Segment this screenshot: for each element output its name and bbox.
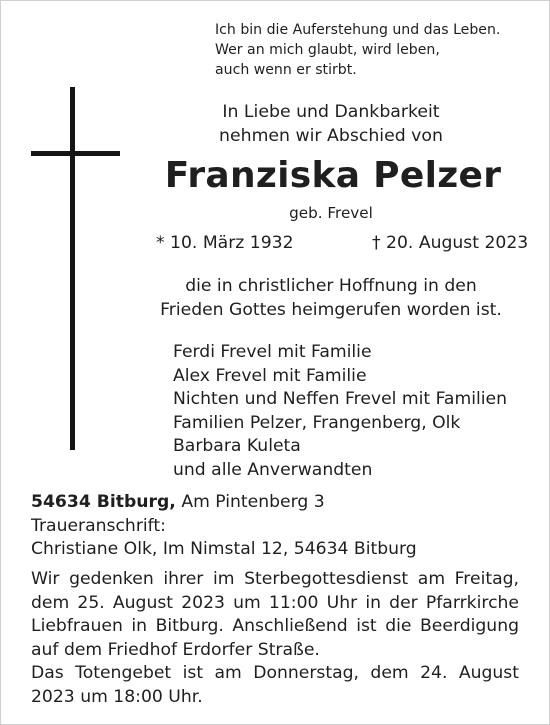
service-line: 2023 um 18:00 Uhr. (31, 686, 203, 707)
service-line: Liebfrauen in Bitburg. Anschließend ist die Beerdigung (31, 616, 519, 637)
cross-icon-vertical-bar (70, 87, 75, 450)
service-line: Wir gedenken ihrer im Sterbegottesdienst am Freitag, (31, 569, 519, 589)
farewell-line: In Liebe und Dankbarkeit (222, 102, 440, 122)
deceased-name: Franziska Pelzer (164, 155, 502, 196)
address-street: Am Pintenberg 3 (181, 492, 325, 512)
bible-verse (215, 21, 535, 81)
condolence-label: Traueranschrift: (31, 515, 166, 536)
address-city: 54634 Bitburg, (31, 492, 176, 512)
service-line: Das Totengebet ist am Donnerstag, dem 24. August (31, 663, 519, 684)
service-info (31, 568, 519, 710)
verse-line: Ich bin die Auferstehung und das Leben. (215, 22, 501, 38)
address-block (31, 491, 531, 562)
mourners-list (173, 341, 543, 483)
mourner-item: Nichten und Neffen Frevel mit Familien (173, 389, 507, 410)
service-line: dem 25. August 2023 um 11:00 Uhr in der Pfarrkirche (31, 592, 519, 613)
verse-line: auch wenn er stirbt. (215, 61, 357, 78)
hope-text (136, 274, 526, 322)
verse-line: Wer an mich glaubt, wird leben, (215, 41, 440, 58)
birth-name: geb. Frevel (289, 204, 373, 222)
mourner-item: und alle Anverwandten (173, 459, 373, 480)
hope-line: die in christlicher Hoffnung in den (185, 276, 477, 296)
mourner-item: Familien Pelzer, Frangenberg, Olk (173, 412, 461, 433)
condolence-address: Christiane Olk, Im Nimstal 12, 54634 Bitburg (31, 539, 417, 559)
service-line: auf dem Friedhof Erdorfer Straße. (31, 639, 320, 660)
cross-icon-horizontal-bar (31, 151, 120, 156)
farewell-text (151, 101, 511, 149)
life-dates (156, 230, 529, 256)
mourner-item: Alex Frevel mit Familie (173, 365, 367, 386)
death-date: † 20. August 2023 (372, 233, 529, 253)
birth-date: * 10. März 1932 (156, 233, 294, 253)
hope-line: Frieden Gottes heimgerufen worden ist. (160, 300, 502, 320)
farewell-line: nehmen wir Abschied von (219, 125, 443, 146)
mourner-item: Ferdi Frevel mit Familie (173, 342, 372, 362)
family-address (31, 491, 531, 515)
mourner-item: Barbara Kuleta (173, 436, 301, 457)
